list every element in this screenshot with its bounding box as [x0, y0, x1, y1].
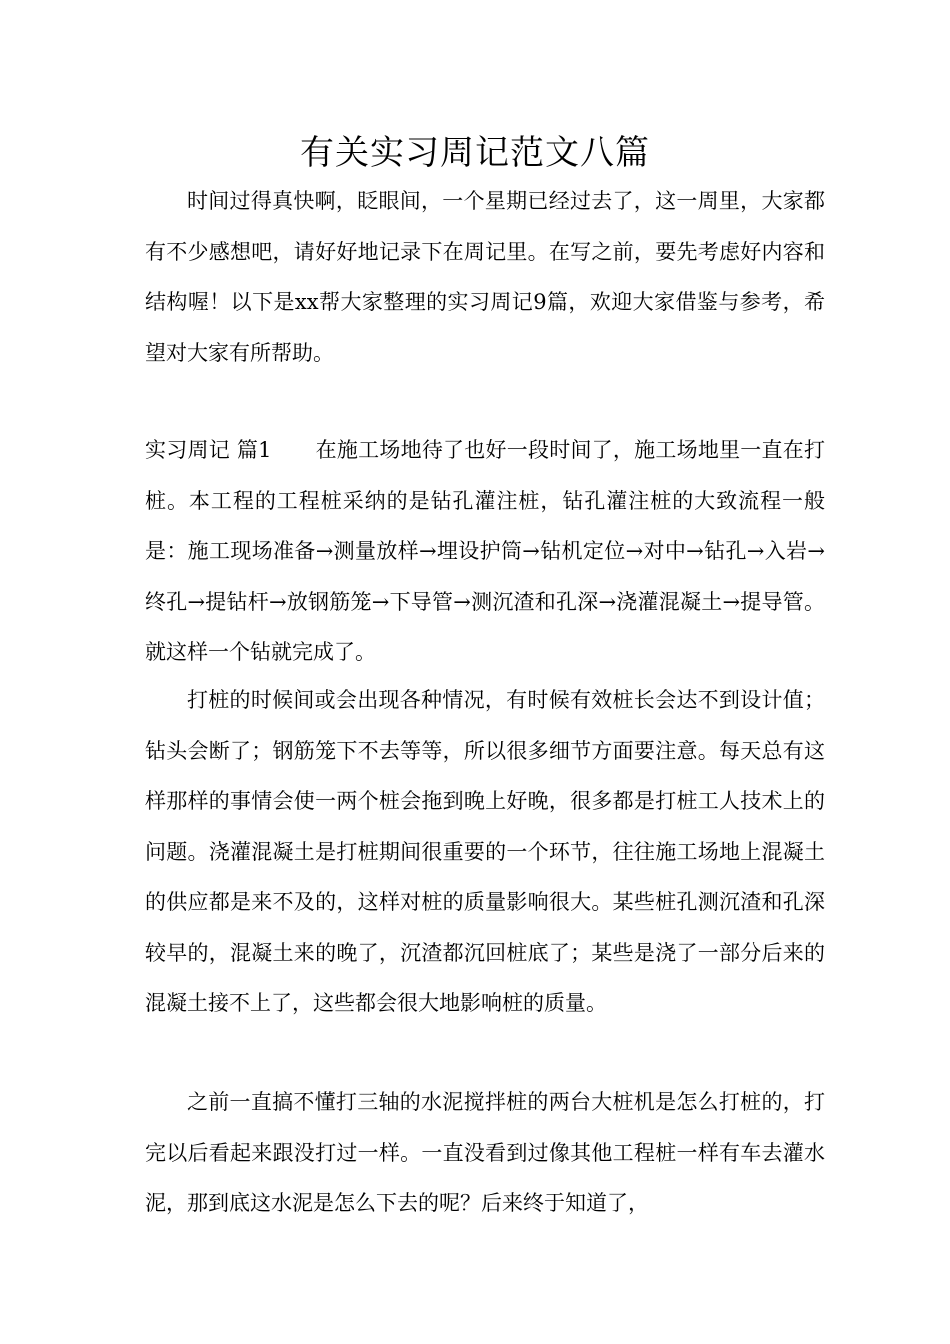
section-1-heading: 实习周记 篇1	[145, 438, 272, 462]
section-1-first-paragraph	[145, 425, 825, 678]
section-1-paragraph-3: 之前一直搞不懂打三轴的水泥搅拌桩的两台大桩机是怎么打桩的，打完以后看起来跟没打过一样。一直没看到过像其他工程桩一样有车去灌水泥，那到底这水泥是怎么下去的呢？后来终于知道了，	[145, 1090, 825, 1215]
document-title: 有关实习周记范文八篇	[300, 133, 650, 173]
section-1-paragraph-1-text: 在施工场地待了也好一段时间了，施工场地里一直在打桩。本工程的工程桩采纳的是钻孔灌注桩，钻孔灌注桩的大致流程一般是：施工现场准备→测量放样→埋设护筒→钻机定位→对中→钻孔→入岩→终孔→提钻杆→放钢筋笼→下导管→测沉渣和孔深→浇灌混凝土→提导管。就这样一个钻就完成了。	[145, 438, 825, 664]
section-1-paragraph-2: 打桩的时候间或会出现各种情况，有时候有效桩长会达不到设计值；钻头会断了；钢筋笼下不去等等，所以很多细节方面要注意。每天总有这样那样的事情会使一两个桩会拖到晚上好晚，很多都是打桩工人技术上的问题。浇灌混凝土是打桩期间很重要的一个环节，往往施工场地上混凝土的供应都是来不及的，这样对桩的质量影响很大。某些桩孔测沉渣和孔深较早的，混凝土来的晚了，沉渣都沉回桩底了；某些是浇了一部分后来的混凝土接不上了，这些都会很大地影响桩的质量。	[145, 688, 825, 1015]
intro-paragraph: 时间过得真快啊，眨眼间，一个星期已经过去了，这一周里，大家都有不少感想吧，请好好地记录下在周记里。在写之前，要先考虑好内容和结构喔！以下是xx帮大家整理的实习周记9篇，欢迎大家借鉴与参考，希望对大家有所帮助。	[145, 189, 825, 365]
